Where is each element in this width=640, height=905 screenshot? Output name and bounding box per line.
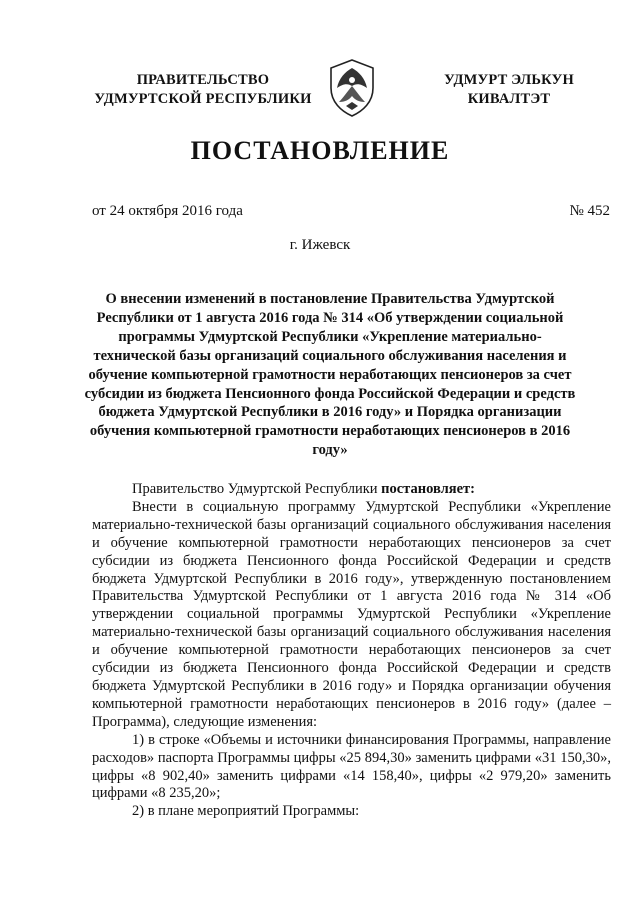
document-subject: О внесении изменений в постановление Правительства Удмуртской Республики от 1 августа 2016 года № 314 «Об утверждении социальной программы Удмуртской Республики «Укрепление материально-технической базы организаций социального обслуживания населения и обучение компьютерной грамотности неработающих пенсионеров за счет субсидии из бюджета Пенсионного фонда Российской Федерации и средств бюджета Удмуртской Республики в 2016 году» и Порядка организации обучения компьютерной грамотности неработающих пенсионеров в 2016 году» [84, 291, 576, 459]
government-name-udmurt-line1: УДМУРТ ЭЛЬКУН [444, 72, 574, 88]
government-name-line2: УДМУРТСКОЙ РЕСПУБЛИКИ [94, 91, 312, 107]
document-city: г. Ижевск [289, 237, 351, 253]
resolution-intro [92, 481, 611, 499]
government-name-line1: ПРАВИТЕЛЬСТВО [136, 72, 270, 88]
udmurtia-coat-of-arms-icon [327, 58, 377, 118]
intro-bold: постановляет: [381, 481, 475, 497]
document-date: от 24 октября 2016 года [92, 203, 243, 219]
paragraph-main: Внести в социальную программу Удмуртской Республики «Укрепление материально-технической базы организаций социального обслуживания населения и обучение компьютерной грамотности неработающих пенсионеров за счет субсидии из бюджета Пенсионного фонда Российской Федерации и средств бюджета Удмуртской Республики в 2016 году», утвержденную постановлением Правительства Удмуртской Республики от 1 августа 2016 года № 314 «Об утверждении социальной программы Удмуртской Республики «Укрепление материально-технической базы организаций социального обслуживания населения и обучение компьютерной грамотности неработающих пенсионеров за счет субсидии из бюджета Пенсионного фонда Российской Федерации и средств бюджета Удмуртской Республики в 2016 году» и Порядка организации обучения компьютерной грамотности неработающих пенсионеров в 2016 году» (далее – Программа), следующие изменения: [92, 498, 611, 730]
document-body [92, 481, 611, 821]
intro-text: Правительство Удмуртской Республики [132, 481, 382, 497]
paragraph-item-2: 2) в плане мероприятий Программы: [132, 803, 360, 820]
government-name-udmurt-line2: КИВАЛТЭТ [467, 91, 551, 107]
document-number: № 452 [569, 203, 610, 219]
government-name-udmurt [436, 71, 582, 109]
government-name-russian [90, 71, 316, 109]
paragraph-item-1: 1) в строке «Объемы и источники финансирования Программы, направление расходов» паспорта Программы цифры «25 894,30» заменить цифрами «31 150,30», цифры «8 902,40» заменить цифрами «14 158,40», цифры «2 979,20» заменить цифрами «8 235,20»; [92, 731, 611, 802]
document-title: ПОСТАНОВЛЕНИЕ [190, 136, 450, 165]
